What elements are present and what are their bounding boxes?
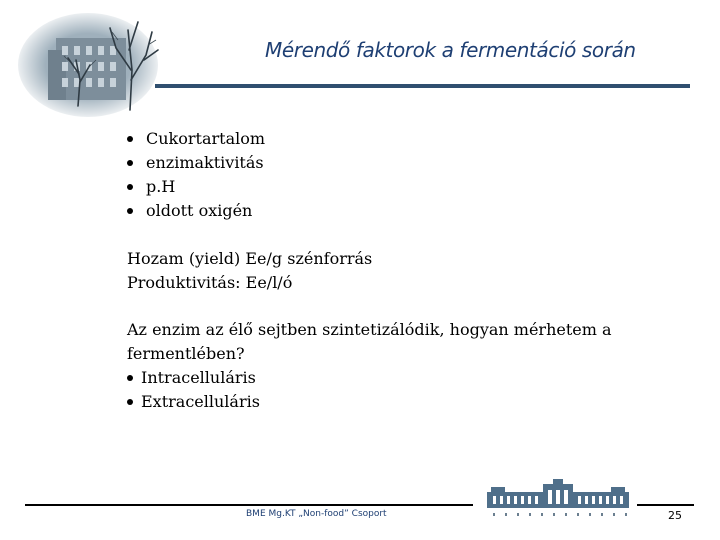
list-item [127,390,612,414]
bullet-icon [127,184,133,190]
bullet-text: Intracelluláris [141,368,256,387]
title-underline [155,84,690,88]
yield-line: Hozam (yield) Ee/g szénforrás [127,249,373,268]
bullet-icon [127,399,133,405]
measured-factors-list [127,127,265,223]
bullet-icon [127,136,133,142]
enzyme-question-line: Az enzim az élő sejtben szintetizálódik, hogyan mérhetem a [127,320,612,339]
enzyme-paragraph [127,318,612,414]
bullet-text: Cukortartalom [146,129,266,148]
list-item [127,366,612,390]
bullet-icon [127,375,133,381]
university-building-logo-icon [483,478,633,518]
slide-title: Mérendő faktorok a fermentáció során [265,38,636,62]
productivity-line: Produktivitás: Ee/l/ó [127,273,293,292]
page-number: 25 [668,509,682,522]
yield-paragraph [127,247,372,295]
list-item [127,199,265,223]
bullet-icon [127,208,133,214]
bullet-text: p.H [146,177,176,196]
footer-rule [25,504,473,506]
enzyme-question-line: fermentlében? [127,344,245,363]
list-item [127,151,265,175]
footer-group-text: BME Mg.KT „Non-food” Csoport [246,509,387,519]
list-item [127,127,265,151]
list-item [127,175,265,199]
bullet-text: Extracelluláris [141,392,260,411]
university-building-photo-icon [18,10,168,120]
bullet-icon [127,160,133,166]
bullet-text: enzimaktivitás [146,153,264,172]
footer-rule [637,504,694,506]
bullet-text: oldott oxigén [146,201,253,220]
